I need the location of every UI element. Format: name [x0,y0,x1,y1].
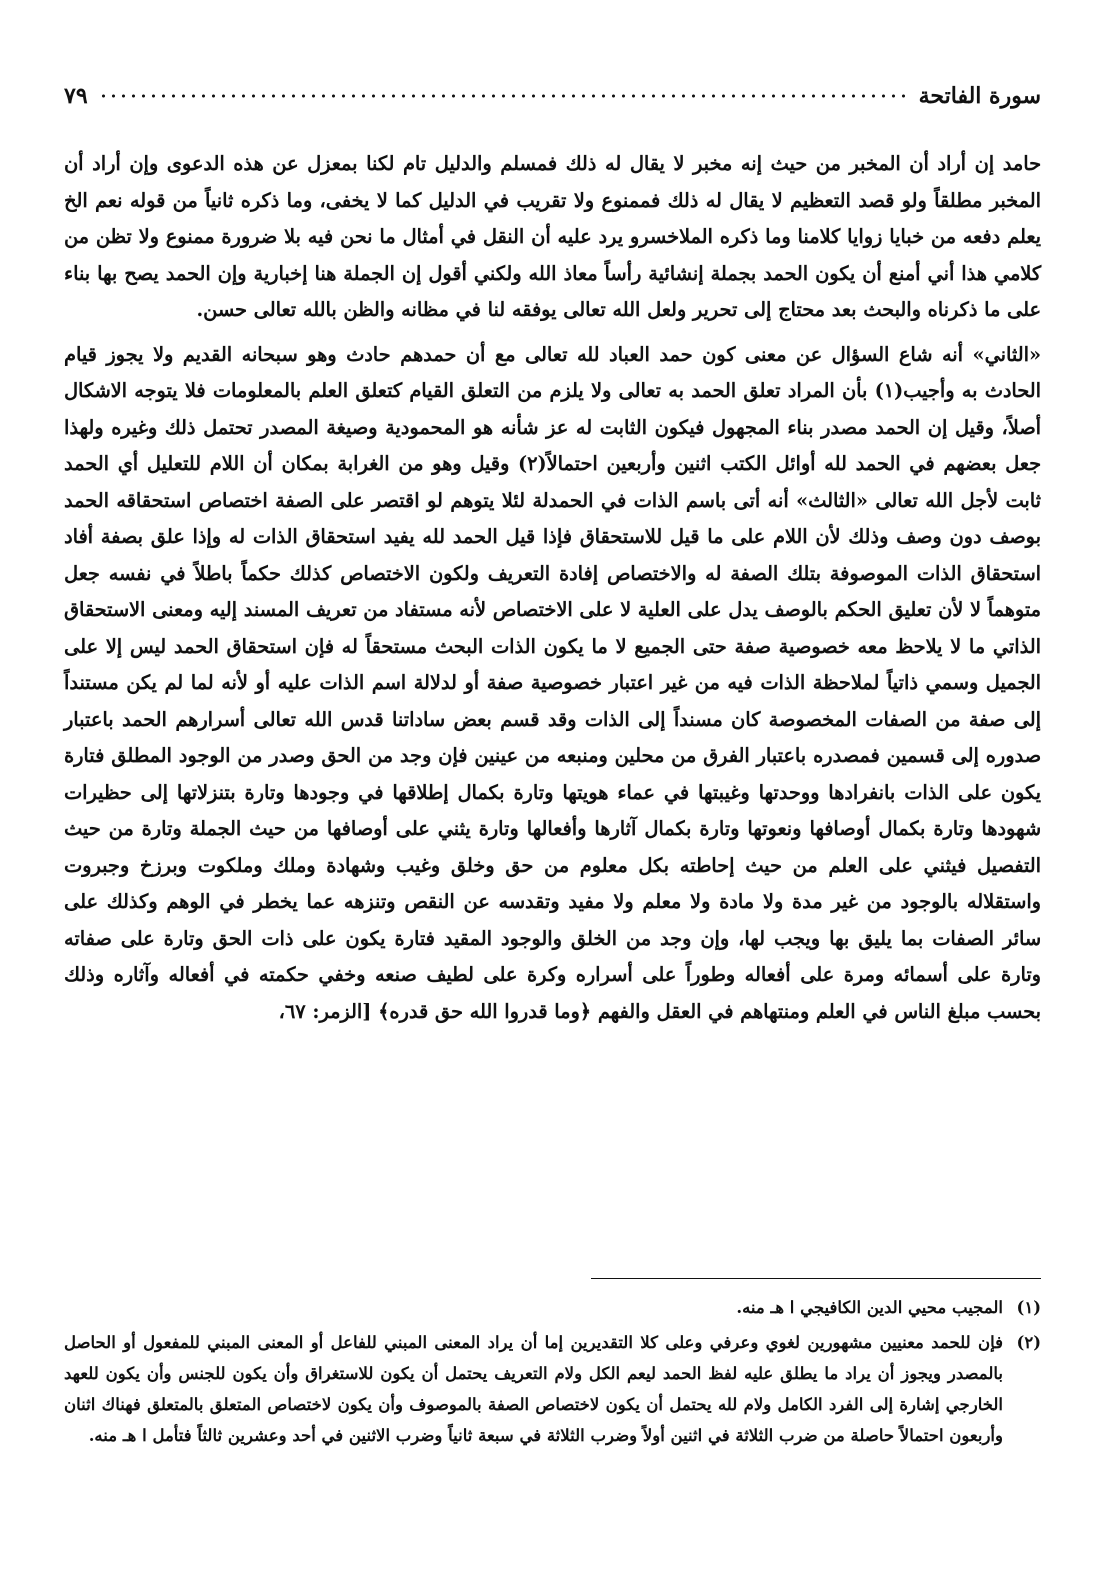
page-number: ٧٩ [64,83,88,109]
footnote-number: (٢) [1016,1333,1041,1352]
footnote-text: فإن للحمد معنيين مشهورين لغوي وعرفي وعلى كلا التقديرين إما أن يراد المعنى المبني للفاعل أو المعنى المبني للمفعول أو الحاصل بالمصدر ويجوز أن يراد ما يطلق عليه لفظ الحمد ليعم الكل ولام التعريف يحتمل أن يكون للاستغراق وأن يكون للجنس وأن يكون للعهد الخارجي إشارة إلى الفرد الكامل ولام لله يحتمل أن يكون لاختصاص الصفة بالموصوف وأن يكون لاختصاص المتعلق بالمتعلق فهناك اثنان وأربعون احتمالاً حاصلة من ضرب الثلاثة في اثنين أولاً وضرب الثلاثة في سبعة ثانياً وضرب الاثنين في أحد وعشرين ثالثاً فتأمل ا هـ منه. [64,1333,1003,1445]
footnote-item [64,1327,1041,1451]
header-dot-leader [96,94,911,98]
footnotes [64,1292,1041,1455]
footnote-text: المجيب محيي الدين الكافيجي ا هـ منه. [736,1298,1003,1317]
header-title: سورة الفاتحة [918,83,1041,109]
paragraph-2-text: أنه شاع السؤال عن معنى كون حمد العباد لله تعالى مع أن حمدهم حادث وهو سبحانه القديم ولا يجوز قيام الحادث به وأجيب(١) بأن المراد تعلق الحمد به تعالى ولا يلزم من التعلق القيام كتعلق العلم بالمعلومات فلا يتوجه الاشكال أصلاً، وقيل إن الحمد مصدر بناء المجهول فيكون الثابت له عز شأنه هو المحمودية وصيغة المصدر تحتمل ذلك وغيره ولهذا جعل بعضهم في الحمد لله أوائل الكتب اثنين وأربعين احتمالاً(٢) وقيل وهو من الغرابة بمكان أن اللام للتعليل أي الحمد ثابت لأجل الله تعالى «الثالث» أنه أتى باسم الذات في الحمدلة لئلا يتوهم لو اقتصر على الصفة اختصاص استحقاقه الحمد بوصف دون وصف وذلك لأن اللام على ما قيل للاستحقاق فإذا قيل الحمد لله يفيد استحقاق الذات له وإذا علق بصفة أفاد استحقاق الذات الموصوفة بتلك الصفة له والاختصاص إفادة التعريف ولكون الاختصاص كذلك حكماً باطلاً في نفسه جعل متوهماً لا لأن تعليق الحكم بالوصف يدل على العلية لا على الاختصاص لأنه مستفاد من تعريف المسند إليه ومعنى الاستحقاق الذاتي ما لا يلاحظ معه خصوصية صفة حتى الجميع لا ما يكون الذات البحث مستحقاً له فإن استحقاق الحمد ليس إلا على الجميل وسمي ذاتياً لملاحظة الذات فيه من غير اعتبار خصوصية صفة أو لدلالة اسم الذات عليه أو لأنه لما لم يكن مستنداً إلى صفة من الصفات المخصوصة كان مسنداً إلى الذات وقد قسم بعض ساداتنا قدس الله تعالى أسرارهم الحمد باعتبار صدوره إلى قسمين فمصدره باعتبار الفرق من محلين ومنبعه من عينين فإن وجد من الحق وصدر من الوجود المطلق فتارة يكون على الذات بانفرادها ووحدتها وغيبتها في عماء هويتها وتارة بكمال إطلاقها في وجودها وتارة بتنزلاتها إلى حظيرات شهودها وتارة بكمال أوصافها ونعوتها وتارة بكمال آثارها وأفعالها وتارة يثني على أوصافها من حيث الجملة وتارة من حيث التفصيل فيثني على العلم من حيث إحاطته بكل معلوم من حق وخلق وغيب وشهادة وملك وملكوت وبرزخ وجبروت واستقلاله بالوجود من غير مدة ولا مادة ولا معلم ولا مفيد وتقدسه عن النقص وتنزهه عما يخطر في الوهم وكذلك على سائر الصفات بما يليق بها ويجب لها، وإن وجد من الخلق والوجود المقيد فتارة يكون على ذات الحق وتارة على صفاته وتارة على أسمائه ومرة على أفعاله وطوراً على أسراره وكرة على لطيف صنعه وخفي حكمته في أفعاله وآثاره وذلك بحسب مبلغ الناس في العلم ومنتهاهم في العقل والفهم ﴿وما قدروا الله حق قدره﴾ [الزمر: ٦٧، [64,342,1042,1023]
footnote-number: (١) [1016,1298,1041,1317]
running-header [64,78,1041,114]
paragraph-2-lead: «الثاني» [972,342,1041,366]
paragraph-1: حامد إن أراد أن المخبر من حيث إنه مخبر لا يقال له ذلك فمسلم والدليل تام لكنا بمعزل عن هذه الدعوى وإن أراد أن المخبر مطلقاً ولو قصد التعظيم لا يقال له ذلك فممنوع ولا تقريب في الدليل كما لا يخفى، وما ذكره ثانياً من قوله نعم الخ يعلم دفعه من خبايا زوايا كلامنا وما ذكره الملاخسرو يرد عليه أن النقل في أمثال ما نحن فيه بلا ضرورة ممنوع ولا تظن من كلامي هذا أني أمنع أن يكون الحمد بجملة إنشائية رأساً معاذ الله ولكني أقول إن الجملة هنا إخبارية وإن الحمد يصح بها بناء على ما ذكرناه والبحث بعد محتاج إلى تحرير ولعل الله تعالى يوفقه لنا في مظانه والظن بالله تعالى حسن. [64,152,1041,321]
main-text [64,146,1041,1030]
footnote-item [64,1292,1041,1323]
paragraph-2 [64,337,1041,1031]
footnote-separator [591,1278,1041,1279]
